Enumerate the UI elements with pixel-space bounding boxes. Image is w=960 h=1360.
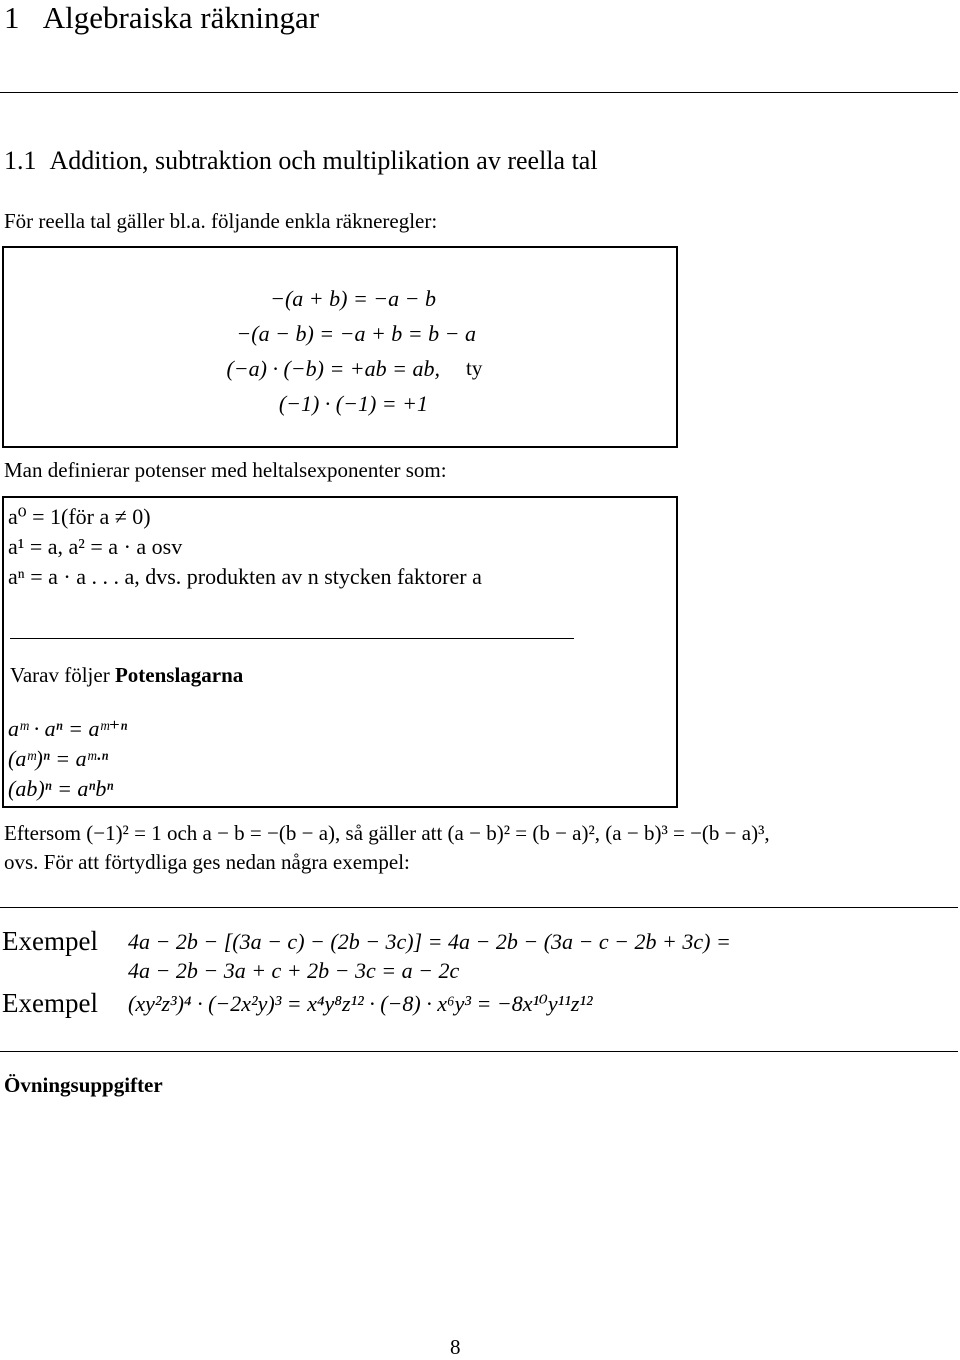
rules-box	[2, 246, 678, 448]
laws-intro-bold: Potenslagarna	[114, 663, 244, 687]
page-number: 8	[450, 1335, 461, 1359]
power-law-1: aᵐ · aⁿ = aᵐ⁺ⁿ	[8, 716, 128, 741]
intro-text: För reella tal gäller bl.a. följande enkla räkneregler:	[4, 209, 438, 233]
section-heading	[4, 146, 598, 176]
power-def-n: aⁿ = a · a . . . a, dvs. produkten av n stycken faktorer a	[8, 564, 482, 589]
rule-1: −(a + b) = −a − b	[270, 286, 436, 311]
laws-intro	[10, 663, 243, 688]
chapter-heading	[4, 0, 319, 36]
power-law-2: (aᵐ)ⁿ = aᵐ·ⁿ	[8, 746, 109, 771]
power-law-3: (ab)ⁿ = aⁿbⁿ	[8, 776, 114, 801]
example-2-label: Exempel	[2, 988, 98, 1018]
rules-note: ty	[466, 356, 483, 380]
powers-intro: Man definierar potenser med heltalsexponenter som:	[4, 458, 447, 482]
section-title: Addition, subtraktion och multiplikation av reella tal	[49, 146, 598, 175]
rule-2: −(a − b) = −a + b = b − a	[236, 321, 476, 346]
laws-intro-prefix: Varav följer	[10, 663, 110, 687]
example-2-line-1: (xy²z³)⁴ · (−2x²y)³ = x⁴y⁸z¹² · (−8) · x⁶y³ = −8x¹⁰y¹¹z¹²	[128, 991, 593, 1016]
consequence-line-2: ovs. För att förtydliga ges nedan några exempel:	[4, 850, 410, 874]
power-def-zero: a⁰ = 1(för a ≠ 0)	[8, 504, 151, 529]
section-number: 1.1	[4, 146, 37, 175]
examples-bottom-rule	[0, 1051, 958, 1052]
chapter-number: 1	[4, 0, 20, 35]
powers-divider	[10, 638, 574, 639]
chapter-title: Algebraiska räkningar	[42, 0, 320, 35]
powers-box	[2, 496, 678, 808]
power-def-one-two: a¹ = a, a² = a · a osv	[8, 534, 183, 559]
example-1-label: Exempel	[2, 926, 98, 956]
exercises-heading: Övningsuppgifter	[4, 1073, 163, 1097]
example-1-line-2: 4a − 2b − 3a + c + 2b − 3c = a − 2c	[128, 958, 460, 983]
consequence-line-1: Eftersom (−1)² = 1 och a − b = −(b − a), så gäller att (a − b)² = (b − a)², (a − b)³ = −(b − a)³,	[4, 821, 770, 845]
example-1-line-1: 4a − 2b − [(3a − c) − (2b − 3c)] = 4a − 2b − (3a − c − 2b + 3c) =	[128, 929, 731, 954]
chapter-rule	[0, 92, 958, 93]
rule-3: (−a) · (−b) = +ab = ab,	[226, 356, 440, 381]
examples-top-rule	[0, 907, 958, 908]
rule-4: (−1) · (−1) = +1	[278, 391, 428, 416]
